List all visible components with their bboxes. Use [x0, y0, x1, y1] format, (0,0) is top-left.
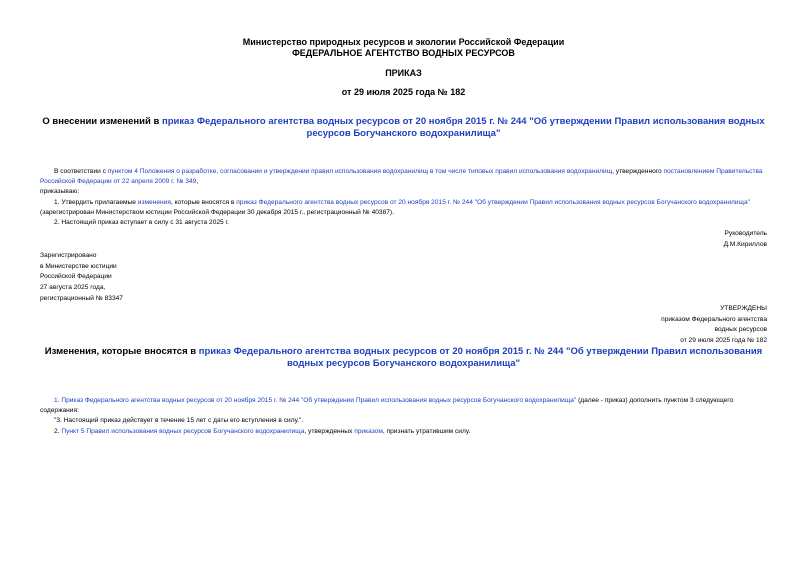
preamble-text-2: , утвержденного — [612, 168, 664, 175]
change2-order-link[interactable]: приказом — [354, 428, 383, 435]
document-title — [40, 116, 767, 140]
preamble-text-1: В соответствии с — [54, 168, 108, 175]
change1-order-link[interactable]: 1. Приказ Федерального агентства водных ресурсов от 20 ноября 2015 г. № 244 "Об утверждении Правил использования водных ресурсов Богучанского водохранилища" — [54, 397, 577, 404]
approved-line-1: УТВЕРЖДЕНЫ — [720, 305, 767, 312]
agency-heading: ФЕДЕРАЛЬНОЕ АГЕНТСТВО ВОДНЫХ РЕСУРСОВ — [292, 48, 515, 58]
change2-text-0: 2. — [54, 428, 62, 435]
registration-line-4: 27 августа 2025 года, — [40, 284, 106, 291]
preamble-text-3: , — [196, 178, 199, 185]
registration-line-5: регистрационный № 83347 — [40, 295, 123, 302]
title-order-link[interactable]: приказ Федерального агентства водных ресурсов от 20 ноября 2015 г. № 244 "Об утверждении Правил использования водных ресурсов Богучанского водохранилища" — [161, 116, 765, 139]
item1-text-2: , которые вносятся в — [170, 199, 237, 206]
preamble-regulation-link[interactable]: пунктом 4 Положения о разработке, согласовании и утверждении правил использования водохранилищ в том числе типовых правил использования водохранилищ — [107, 168, 613, 175]
changes-title-order-link[interactable]: приказ Федерального агентства водных ресурсов от 20 ноября 2015 г. № 244 "Об утверждении Правил использования водных ресурсов Богучанского водохранилища" — [198, 346, 763, 369]
approved-line-4: от 29 июля 2025 года № 182 — [680, 337, 767, 344]
change2-text-1: , утвержденных — [304, 428, 355, 435]
registration-line-1: Зарегистрировано — [40, 252, 97, 259]
ministry-heading: Министерство природных ресурсов и экологии Российской Федерации — [242, 37, 565, 47]
doc-date-number: от 29 июля 2025 года № 182 — [341, 87, 466, 97]
preamble-paragraph — [40, 167, 768, 187]
item1-order-link[interactable]: приказ Федерального агентства водных ресурсов от 20 ноября 2015 г. № 244 "Об утверждении Правил использования водных ресурсов Богучанского водохранилища" — [236, 199, 750, 206]
item1-changes-link[interactable]: изменения — [137, 199, 171, 206]
registration-line-2: в Министерстве юстиции — [40, 263, 117, 270]
item1-text-1: 1. Утвердить прилагаемые — [54, 199, 138, 206]
change2-rules-link[interactable]: Пункт 5 Правил использования водных ресурсов Богучанского водохранилища — [61, 428, 305, 435]
approved-line-3: водных ресурсов — [714, 326, 767, 333]
signature-position: Руководитель — [724, 230, 767, 237]
change-item-2 — [54, 427, 470, 437]
order-item-2: 2. Настоящий приказ вступает в силу с 31 августа 2025 г. — [54, 219, 229, 226]
title-prefix: О внесении изменений в — [42, 116, 162, 127]
change1-text: (далее - приказ) дополнить пунктом 3 следующего содержания: — [40, 397, 734, 414]
change-item-1 — [40, 396, 768, 416]
changes-title — [40, 346, 767, 370]
change1-quote: "3. Настоящий приказ действует в течение 15 лет с даты его вступления в силу.". — [54, 417, 304, 424]
approved-line-2: приказом Федерального агентства — [661, 316, 767, 323]
order-word: приказываю: — [40, 188, 80, 195]
preamble-resolution-link[interactable]: постановлением Правительства Российской Федерации от 22 апреля 2009 г. № 349 — [40, 168, 763, 185]
changes-title-prefix: Изменения, которые вносятся в — [44, 346, 199, 357]
signature-name: Д.М.Кириллов — [723, 241, 767, 248]
order-item-1 — [40, 198, 768, 218]
item1-text-3: (зарегистрирован Министерством юстиции Российской Федерации 30 декабря 2015 г., регистрационный № 40387). — [40, 209, 394, 216]
doc-type-heading: ПРИКАЗ — [385, 68, 422, 78]
change2-text-2: , признать утратившим силу. — [382, 428, 471, 435]
registration-line-3: Российской Федерации — [40, 273, 112, 280]
